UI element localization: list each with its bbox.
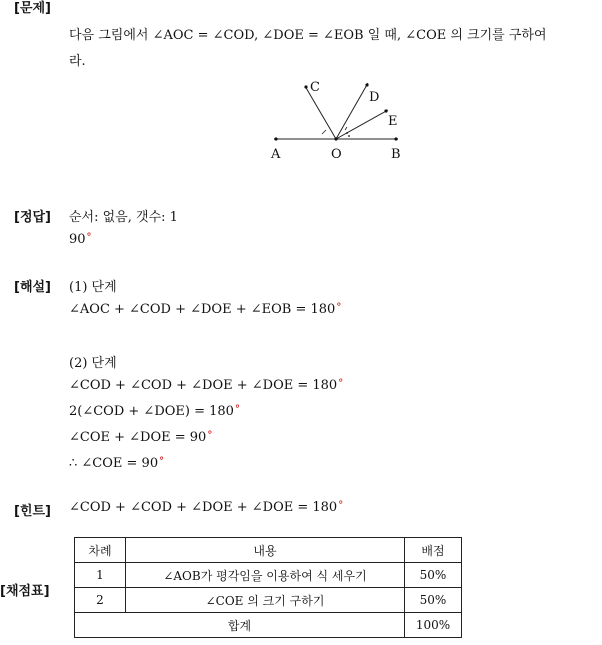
degree-sign: ° [234, 404, 240, 415]
table-row [75, 588, 462, 613]
header-order: 차례 [75, 538, 126, 563]
problem-text-line2: 라. [69, 54, 86, 69]
step2-equation-2: 2(∠COD + ∠DOE) = 180° [69, 404, 240, 419]
row-content: ∠AOB가 평각임을 이용하여 식 세우기 [126, 563, 405, 588]
explanation-label: [해설] [14, 280, 51, 295]
scoring-label: [채점표] [0, 584, 50, 599]
row-score: 50% [405, 563, 462, 588]
table-row [75, 563, 462, 588]
degree-sign: ° [338, 378, 344, 389]
hint-equation: ∠COD + ∠COD + ∠DOE + ∠DOE = 180° [69, 500, 344, 515]
point-D [365, 83, 368, 86]
answer-value: 90° [69, 232, 92, 247]
point-C [304, 85, 307, 88]
angle-mark-EOB [348, 135, 350, 137]
degree-sign: ° [159, 456, 165, 467]
label-D: D [369, 90, 380, 105]
point-B [394, 137, 397, 140]
answer-meta: 순서: 없음, 갯수: 1 [69, 210, 178, 225]
step2-title: (2) 단계 [69, 356, 117, 371]
total-label: 합계 [75, 613, 405, 638]
header-score: 배점 [405, 538, 462, 563]
degree-sign: ° [338, 500, 344, 511]
point-E [384, 109, 387, 112]
step1-title: (1) 단계 [69, 280, 117, 295]
degree-sign: ° [86, 232, 92, 243]
hint-label: [힌트] [14, 504, 51, 519]
degree-sign: ° [336, 302, 342, 313]
point-A [274, 137, 277, 140]
answer-label: [정답] [14, 210, 51, 225]
row-order: 2 [75, 588, 126, 613]
scoring-table [74, 537, 462, 638]
row-order: 1 [75, 563, 126, 588]
angle-mark-DOE [346, 132, 348, 134]
step2-equation-4: ∴ ∠COE = 90° [69, 456, 165, 471]
row-content: ∠COE 의 크기 구하기 [126, 588, 405, 613]
label-C: C [310, 80, 320, 95]
label-O: O [331, 147, 342, 162]
header-content: 내용 [126, 538, 405, 563]
label-A: A [271, 147, 281, 162]
table-total-row [75, 613, 462, 638]
problem-label: [문제] [14, 1, 51, 16]
table-header-row [75, 538, 462, 563]
step2-equation-3: ∠COE + ∠DOE = 90° [69, 430, 213, 445]
label-E: E [388, 114, 398, 129]
total-score: 100% [405, 613, 462, 638]
problem-text-line1: 다음 그림에서 ∠AOC = ∠COD, ∠DOE = ∠EOB 일 때, ∠COE 의 크기를 구하여 [69, 28, 547, 43]
angle-mark-AOC [322, 130, 326, 134]
step1-equation: ∠AOC + ∠COD + ∠DOE + ∠EOB = 180° [69, 302, 342, 317]
label-B: B [391, 147, 401, 162]
degree-sign: ° [207, 430, 213, 441]
row-score: 50% [405, 588, 462, 613]
step2-equation-1: ∠COD + ∠COD + ∠DOE + ∠DOE = 180° [69, 378, 344, 393]
angle-mark-COD [345, 127, 347, 130]
geometry-figure [262, 72, 412, 164]
point-O [334, 137, 337, 140]
